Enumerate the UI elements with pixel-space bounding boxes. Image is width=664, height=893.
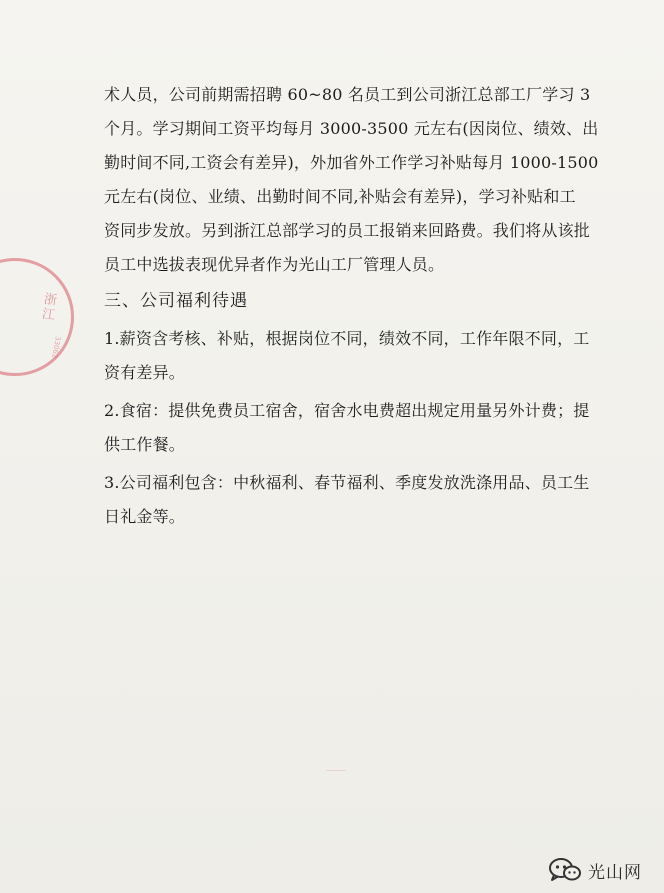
body-line: 勤时间不同,工资会有差异)，外加省外工作学习补贴每月 1000-1500	[104, 153, 599, 172]
item-line: 2.食宿：提供免费员工宿舍，宿舍水电费超出规定用量另外计费；提	[104, 401, 590, 420]
body-line: 资同步发放。另到浙江总部学习的员工报销来回路费。我们将从该批	[104, 221, 591, 240]
item-line: 日礼金等。	[104, 507, 186, 526]
body-line: 元左右(岗位、业绩、出勤时间不同,补贴会有差异)，学习补贴和工	[104, 187, 576, 206]
body-line: 员工中选拔表现优异者作为光山工厂管理人员。	[104, 255, 445, 274]
stamp-number: 33062	[50, 335, 62, 359]
list-item	[104, 466, 590, 534]
wechat-icon	[548, 857, 582, 883]
item-line: 资有差异。	[104, 363, 186, 382]
body-line: 个月。学习期间工资平均每月 3000-3500 元左右(因岗位、绩效、出	[104, 119, 599, 138]
body-line: 术人员，公司前期需招聘 60~80 名员工到公司浙江总部工厂学习 3	[104, 85, 591, 104]
item-line: 1.薪资含考核、补贴，根据岗位不同，绩效不同，工作年限不同，工	[104, 329, 590, 348]
faint-stamp-mark	[326, 770, 346, 777]
item-line: 供工作餐。	[104, 435, 186, 454]
list-item	[104, 322, 590, 390]
stamp-text: 浙江	[37, 291, 58, 323]
document-body	[104, 78, 599, 534]
watermark	[548, 857, 642, 883]
section-heading: 三、公司福利待遇	[104, 291, 248, 311]
list-item	[104, 394, 590, 462]
item-line: 3.公司福利包含：中秋福利、春节福利、季度发放洗涤用品、员工生	[104, 473, 590, 492]
watermark-label: 光山网	[588, 862, 642, 883]
